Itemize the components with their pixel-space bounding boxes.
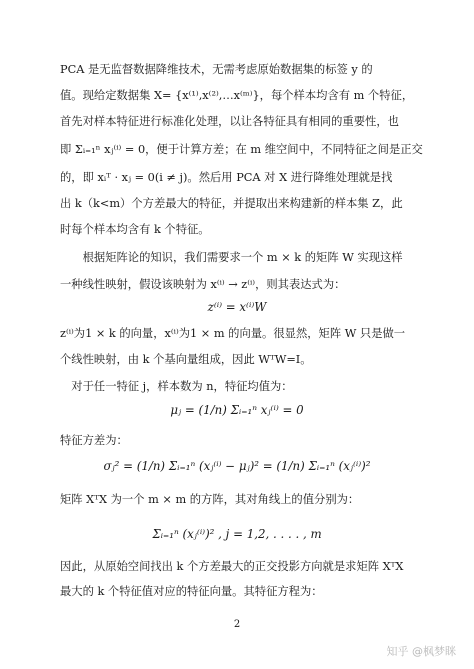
text-line: 一种线性映射，假设该映射为 x⁽ⁱ⁾ → z⁽ⁱ⁾，则其表达式为： xyxy=(60,278,346,291)
equation: z⁽ⁱ⁾ = x⁽ⁱ⁾W xyxy=(207,300,267,314)
text-line: 值。现给定数据集 X= {x⁽¹⁾,x⁽²⁾,…x⁽ᵐ⁾}，每个样本均含有 m 个特征， xyxy=(60,89,414,102)
text-line: 对于任一特征 j，样本数为 n，特征均值为： xyxy=(60,380,293,393)
equation: σⱼ² = (1/n) Σᵢ₌₁ⁿ (xⱼ⁽ⁱ⁾ − μⱼ)² = (1/n) Σᵢ₌₁ⁿ (xⱼ⁽ⁱ⁾)² xyxy=(103,459,371,473)
text-line: PCA 是无监督数据降维技术，无需考虑原始数据集的标签 y 的 xyxy=(60,63,373,76)
text-line: z⁽ⁱ⁾为1 × k 的向量，x⁽ⁱ⁾为1 × m 的向量。很显然，矩阵 W 只是做一 xyxy=(60,327,406,340)
text-line: 出 k（k<m）个方差最大的特征，并提取出来构建新的样本集 Z，此 xyxy=(60,197,403,210)
text-line: 因此，从原始空间找出 k 个方差最大的正交投影方向就是求矩阵 XᵀX xyxy=(60,560,404,573)
text-line: 个线性映射，由 k 个基向量组成，因此 WᵀW=I。 xyxy=(60,353,312,366)
text-line: 根据矩阵论的知识，我们需要求一个 m × k 的矩阵 W 实现这样 xyxy=(60,251,403,264)
text-line: 最大的 k 个特征值对应的特征向量。其特征方程为： xyxy=(60,585,323,598)
text-line: 时每个样本均含有 k 个特征。 xyxy=(60,223,210,236)
text-line: 首先对样本特征进行标准化处理，以让各特征具有相同的重要性，也 xyxy=(60,115,399,128)
watermark: 知乎 @枫梦眯 xyxy=(386,645,456,658)
equation: μⱼ = (1/n) Σᵢ₌₁ⁿ xⱼ⁽ⁱ⁾ = 0 xyxy=(170,403,304,417)
page-number: 2 xyxy=(233,619,241,630)
text-line: 即 Σᵢ₌₁ⁿ xⱼ⁽ⁱ⁾ = 0，便于计算方差；在 m 维空间中，不同特征之间是正交 xyxy=(60,143,423,156)
equation: Σᵢ₌₁ⁿ (xⱼ⁽ⁱ⁾)² , j = 1,2, . . . . , m xyxy=(152,527,322,541)
text-line: 特征方差为： xyxy=(60,434,128,447)
text-line: 矩阵 XᵀX 为一个 m × m 的方阵，其对角线上的值分别为： xyxy=(60,493,360,506)
text-line: 的，即 xᵢᵀ · xⱼ = 0(i ≠ j)。然后用 PCA 对 X 进行降维处理就是找 xyxy=(60,171,393,184)
